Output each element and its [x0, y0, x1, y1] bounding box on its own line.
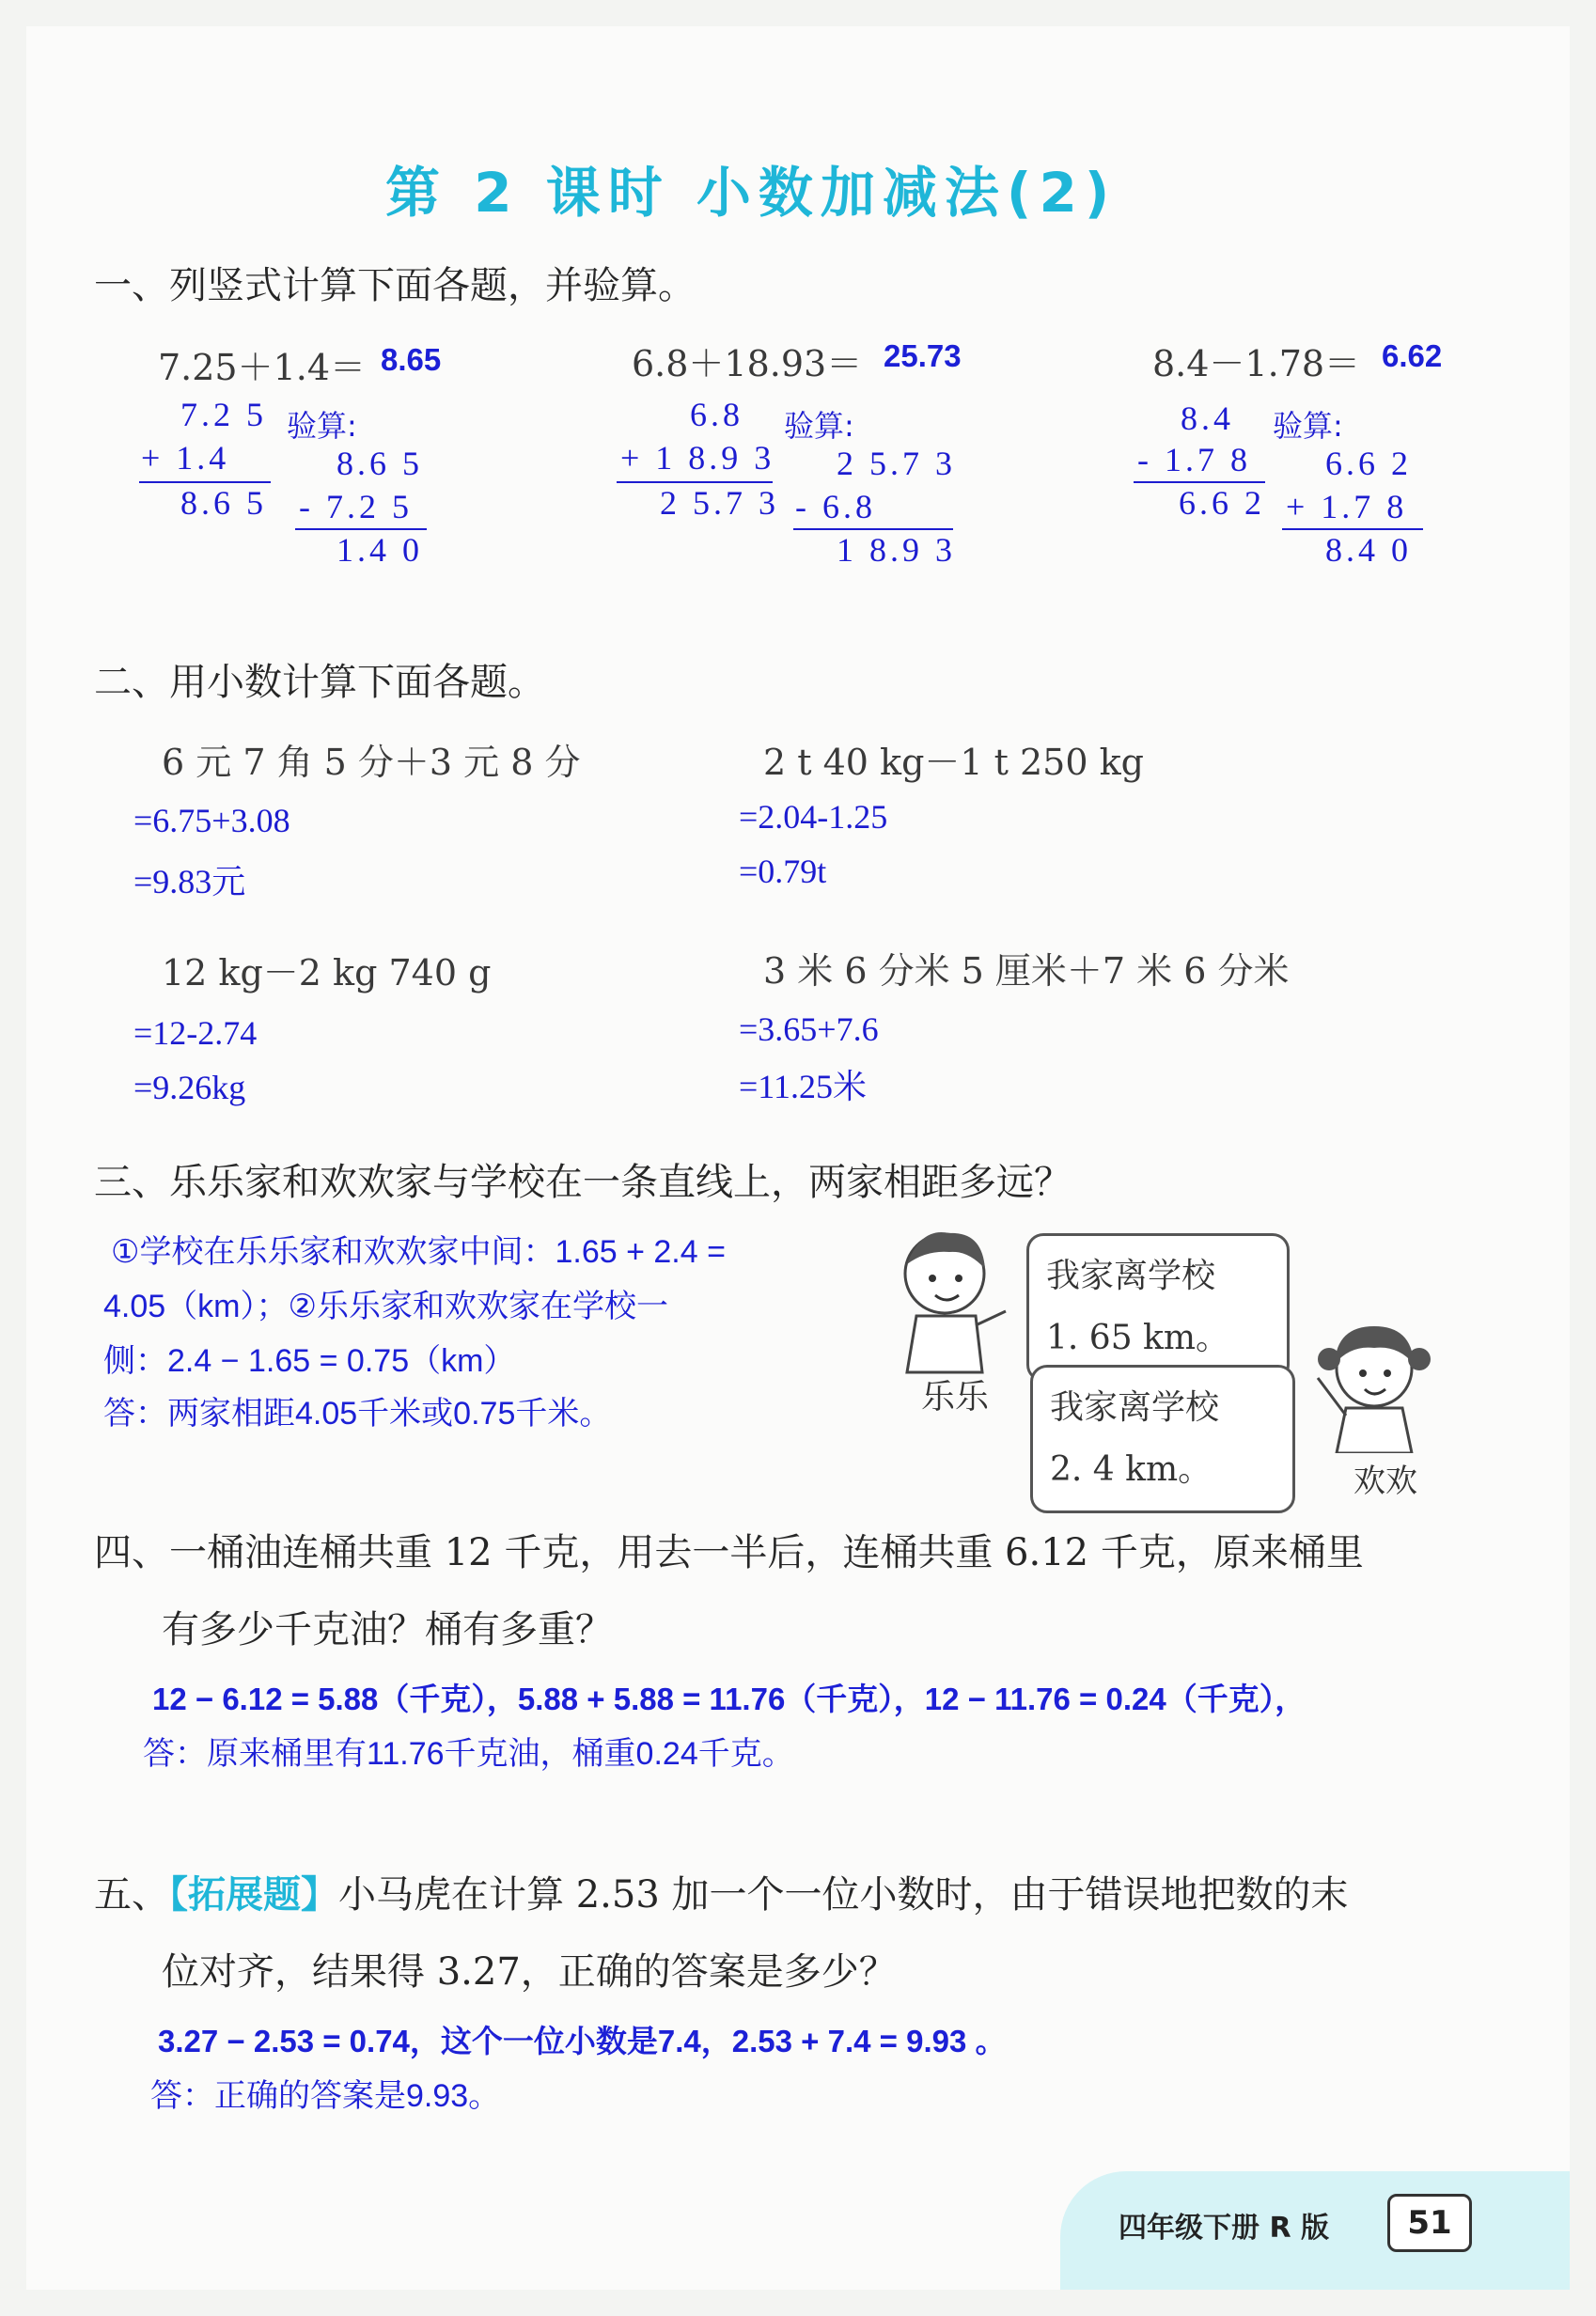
- problem-expression: 6.8＋18.93＝: [632, 343, 863, 384]
- work-line-2: =9.26kg: [133, 1069, 246, 1106]
- work-line-2: =11.25米: [739, 1068, 867, 1105]
- section4-heading-line1: 四、一桶油连桶共重 12 千克，用去一半后，连桶共重 6.12 千克，原来桶里: [94, 1531, 1364, 1574]
- bubble-line-2: 1. 65 km。: [1046, 1319, 1229, 1357]
- section5-prefix: 五、: [94, 1873, 169, 1917]
- vertical-line-1: 6.8: [690, 396, 743, 433]
- problem-answer: 8.65: [381, 342, 442, 377]
- section4-answer-line2: 答：原来桶里有11.76千克油，桶重0.24千克。: [143, 1736, 794, 1772]
- answer-line-1: ①学校在乐乐家和欢欢家中间：1.65 + 2.4 =: [111, 1234, 726, 1270]
- section1-heading: 一、列竖式计算下面各题，并验算。: [94, 264, 696, 307]
- bubble-line-1: 我家离学校: [1046, 1257, 1216, 1295]
- extension-tag: 【拓展题】: [169, 1873, 338, 1917]
- check-line-2: - 7.2 5: [299, 488, 413, 525]
- vertical-line-2: + 1.4: [141, 439, 230, 477]
- vertical-result: 6.6 2: [1179, 484, 1265, 522]
- check-result: 8.4 0: [1325, 531, 1412, 569]
- vertical-result: 2 5.7 3: [660, 484, 779, 522]
- section5-heading-text: 小马虎在计算 2.53 加一个一位小数时，由于错误地把数的末: [338, 1873, 1349, 1917]
- section5-heading-line1: [94, 1865, 1349, 1918]
- answer-line-3: 侧：2.4 − 1.65 = 0.75（km）: [103, 1343, 516, 1379]
- check-label: 验算:: [784, 408, 854, 444]
- problem-expression: 6 元 7 角 5 分＋3 元 8 分: [162, 742, 581, 783]
- grade-label: 四年级下册 R 版: [1119, 2212, 1329, 2245]
- name-lele: 乐乐: [921, 1378, 990, 1416]
- vertical-line-1: 7.2 5: [180, 396, 267, 433]
- work-line-1: =12-2.74: [133, 1014, 258, 1052]
- section5-answer-line2: 答：正确的答案是9.93。: [150, 2078, 501, 2114]
- section3-heading: 三、乐乐家和欢欢家与学校在一条直线上，两家相距多远？: [94, 1161, 1072, 1204]
- section5-answer-line1: 3.27 − 2.53 = 0.74，这个一位小数是7.4，2.53 + 7.4 = 9.93 。: [158, 2024, 1007, 2058]
- check-label: 验算:: [287, 408, 357, 444]
- section4-answer-line1: 12 − 6.12 = 5.88（千克），5.88 + 5.88 = 11.76（千克），12 − 11.76 = 0.24（千克），: [152, 1682, 1307, 1716]
- problem-answer: 25.73: [884, 338, 962, 373]
- girl-huanhuan-illustration: [1308, 1312, 1440, 1453]
- page-number: 51: [1387, 2194, 1472, 2252]
- check-line-1: 8.6 5: [336, 445, 423, 482]
- check-line-1: 6.6 2: [1325, 445, 1412, 482]
- problem-expression: 12 kg－2 kg 740 g: [162, 952, 492, 994]
- check-result: 1 8.9 3: [837, 531, 956, 569]
- vertical-line-1: 8.4: [1181, 399, 1234, 437]
- check-label: 验算:: [1273, 408, 1343, 444]
- section2-heading: 二、用小数计算下面各题。: [94, 661, 545, 704]
- problem-answer: 6.62: [1382, 338, 1443, 373]
- work-line-1: =6.75+3.08: [133, 802, 290, 839]
- problem-expression: 2 t 40 kg－1 t 250 kg: [763, 742, 1144, 783]
- work-line-2: =0.79t: [739, 853, 827, 890]
- section5-heading-line2: 位对齐，结果得 3.27，正确的答案是多少？: [162, 1950, 897, 1994]
- bubble-line-1: 我家离学校: [1050, 1388, 1220, 1427]
- check-line-1: 2 5.7 3: [837, 445, 956, 482]
- check-line-2: + 1.7 8: [1286, 488, 1408, 525]
- work-line-1: =3.65+7.6: [739, 1010, 879, 1048]
- check-result: 1.4 0: [336, 531, 423, 569]
- work-line-2: =9.83元: [133, 863, 246, 900]
- problem-expression: 3 米 6 分米 5 厘米＋7 米 6 分米: [763, 950, 1290, 992]
- section4-heading-line2: 有多少千克油？桶有多重？: [162, 1608, 613, 1651]
- answer-line-4: 答：两家相距4.05千米或0.75千米。: [103, 1396, 612, 1432]
- problem-expression: 8.4－1.78＝: [1152, 343, 1361, 384]
- vertical-line-2: + 1 8.9 3: [620, 439, 775, 477]
- work-line-1: =2.04-1.25: [739, 798, 888, 836]
- problem-expression: 7.25＋1.4＝: [158, 347, 367, 388]
- vertical-line-2: - 1.7 8: [1137, 441, 1251, 478]
- speech-bubble-huanhuan: [1030, 1365, 1295, 1513]
- check-line-2: - 6.8: [795, 488, 876, 525]
- speech-bubble-lele: [1026, 1233, 1290, 1382]
- answer-line-2: 4.05（km）；②乐乐家和欢欢家在学校一: [103, 1289, 668, 1324]
- bubble-line-2: 2. 4 km。: [1050, 1450, 1213, 1489]
- name-huanhuan: 欢欢: [1353, 1463, 1417, 1500]
- lesson-title: 第 2 课时 小数加减法(2): [385, 161, 1118, 225]
- boy-lele-illustration: [893, 1222, 1015, 1391]
- vertical-result: 8.6 5: [180, 484, 267, 522]
